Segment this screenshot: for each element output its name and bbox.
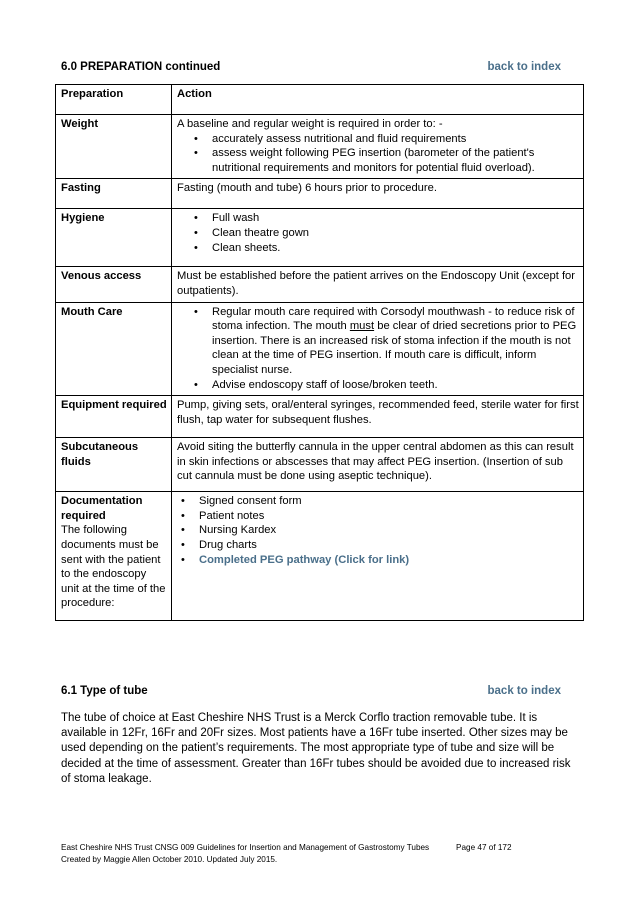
mouth-care-list — [177, 305, 579, 393]
row-label-equipment: Equipment required — [56, 396, 172, 438]
list-item: • accurately assess nutritional and fluid requirements — [177, 132, 579, 147]
table-row-subcut — [56, 438, 584, 492]
table-row-mouth-care — [56, 302, 584, 396]
table-row-equipment — [56, 396, 584, 438]
list-item: • assess weight following PEG insertion (barometer of the patient's nutritional requirements and monitors for potential fluid overload). — [177, 146, 579, 175]
table-row-fasting — [56, 179, 584, 209]
list-item: • Full wash — [177, 211, 579, 226]
weight-list — [177, 132, 579, 176]
preparation-table — [55, 84, 584, 621]
list-item: • Drug charts — [177, 538, 579, 553]
list-item: • Clean sheets. — [177, 241, 579, 256]
section-6-1-title: 6.1 Type of tube — [61, 685, 148, 697]
list-item: • Clean theatre gown — [177, 226, 579, 241]
row-action-fasting: Fasting (mouth and tube) 6 hours prior to procedure. — [172, 179, 584, 209]
row-label-documentation — [56, 492, 172, 621]
table-row-weight — [56, 115, 584, 179]
mouth-care-must: must — [349, 320, 375, 333]
back-to-index-link[interactable]: back to index — [487, 61, 561, 73]
table-header-row — [56, 85, 584, 115]
list-item: • Signed consent form — [177, 494, 579, 509]
row-label-weight: Weight — [56, 115, 172, 179]
tube-type-paragraph: The tube of choice at East Cheshire NHS Trust is a Merck Corflo traction removable tube. It is available in 12Fr, 16Fr and 20Fr sizes. Most patients have a 16Fr tube inserted. Other sizes may be used depending on the patient’s requirements. The most appropriate type of tube and size will be decided at the time of assessment. Greater than 16Fr tubes should be avoided due to increased risk of stoma leakage. — [61, 712, 571, 785]
section-6-0-header — [61, 61, 561, 73]
list-item — [177, 305, 579, 378]
footer-document-title: East Cheshire NHS Trust CNSG 009 Guidelines for Insertion and Management of Gastrostomy Tubes — [61, 843, 430, 852]
row-action-hygiene — [172, 209, 584, 267]
footer-line-1 — [61, 842, 581, 854]
mouth-care-text-b: be clear of dried secretions prior to PEG insertion. There is an increased risk of stoma infection if the mouth is not clean at the time of PEG insertion. If mouth care is difficult, inform specialist nurse. — [212, 320, 577, 376]
row-label-subcut: Subcutaneous fluids — [56, 438, 172, 492]
section-6-1-header — [61, 685, 561, 697]
row-action-equipment: Pump, giving sets, oral/enteral syringes, recommended feed, sterile water for first flush, tap water for subsequent flushes. — [172, 396, 584, 438]
documentation-list — [177, 494, 579, 567]
footer-page-number: Page 47 of 172 — [456, 843, 512, 852]
row-action-subcut: Avoid siting the butterfly cannula in the upper central abdomen as this can result in skin infections or abscesses that may affect PEG insertion. (Insertion of sub cut cannula must be done using aseptic technique). — [172, 438, 584, 492]
footer-created-by: Created by Maggie Allen October 2010. Updated July 2015. — [61, 855, 278, 864]
row-label-venous: Venous access — [56, 267, 172, 302]
row-action-documentation — [172, 492, 584, 621]
list-item: • Patient notes — [177, 509, 579, 524]
mouth-care-text-a: Regular mouth care required with Corsodyl mouthwash - to reduce risk of stoma infection. The mouth — [212, 305, 575, 333]
header-action: Action — [172, 85, 584, 115]
row-label-mouth-care: Mouth Care — [56, 302, 172, 396]
list-item: • Nursing Kardex — [177, 523, 579, 538]
section-6-0-title: 6.0 PREPARATION continued — [61, 61, 221, 73]
header-preparation: Preparation — [56, 85, 172, 115]
table-row-hygiene — [56, 209, 584, 267]
list-item: • Advise endoscopy staff of loose/broken teeth. — [177, 378, 579, 393]
page-footer — [61, 842, 581, 866]
table-row-venous — [56, 267, 584, 302]
peg-pathway-link[interactable]: Completed PEG pathway (Click for link) — [199, 553, 410, 566]
row-label-fasting: Fasting — [56, 179, 172, 209]
row-action-mouth-care — [172, 302, 584, 396]
weight-intro: A baseline and regular weight is required in order to: - — [177, 118, 443, 130]
documentation-label: Documentation required — [61, 495, 143, 522]
list-item — [177, 553, 579, 568]
row-label-hygiene: Hygiene — [56, 209, 172, 267]
documentation-note: The following documents must be sent with the patient to the endoscopy unit at the time of the procedure: — [61, 524, 166, 610]
row-action-weight — [172, 115, 584, 179]
table-row-documentation — [56, 492, 584, 621]
hygiene-list — [177, 211, 579, 255]
back-to-index-link[interactable]: back to index — [487, 685, 561, 697]
row-action-venous: Must be established before the patient arrives on the Endoscopy Unit (except for outpatients). — [172, 267, 584, 302]
